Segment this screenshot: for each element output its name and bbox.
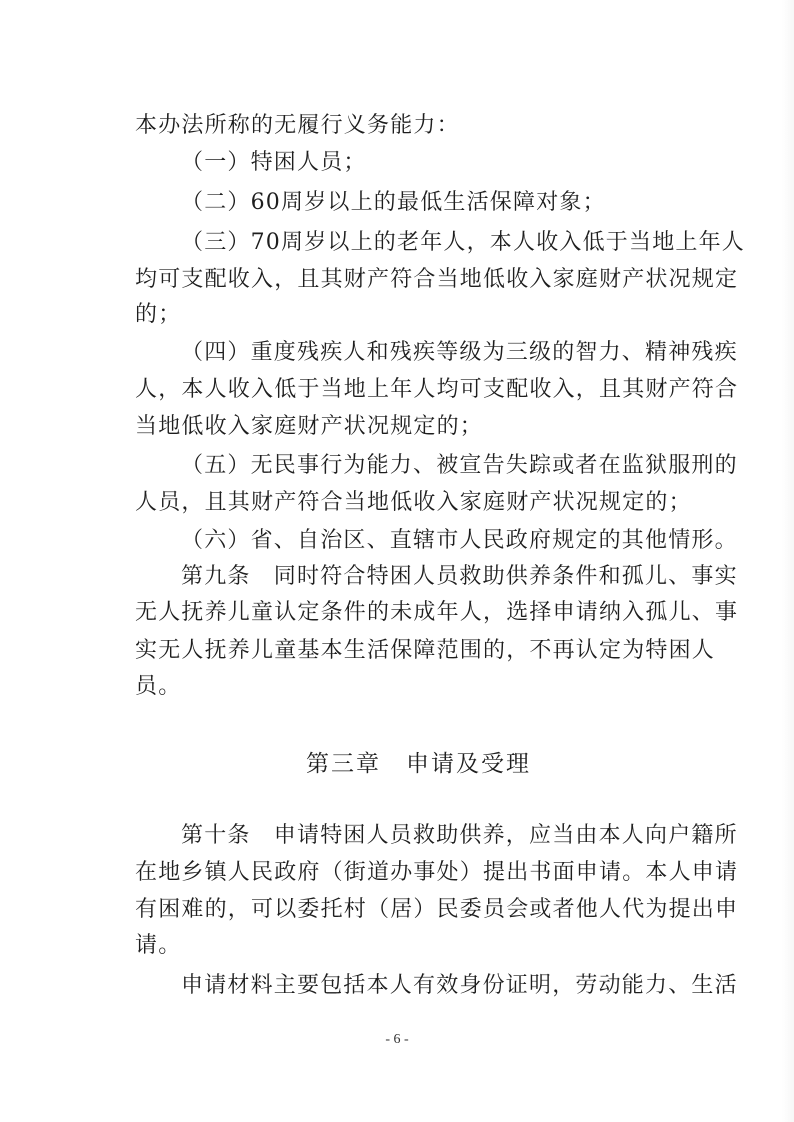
- article-10-heading-line: 第十条 申请特困人员救助供养，应当由本人向户籍所: [181, 823, 738, 848]
- article-9-heading-line: 第九条 同时符合特困人员救助供养条件和孤儿、事实: [181, 564, 738, 589]
- text-line: 当地低收入家庭财产状况规定的；: [135, 414, 484, 439]
- text-line: 员。: [135, 674, 182, 699]
- text-line: （四）重度残疾人和残疾等级为三级的智力、精神残疾: [181, 340, 738, 365]
- text-line: （五）无民事行为能力、被宣告失踪或者在监狱服刑的: [181, 453, 738, 478]
- scan-edge: [782, 0, 794, 1122]
- chapter-title: 第三章 申请及受理: [306, 751, 531, 777]
- text-line: （二）60周岁以上的最低生活保障对象；: [181, 190, 606, 215]
- text-line: 人，本人收入低于当地上年人均可支配收入，且其财产符合: [135, 377, 739, 402]
- text-line: （一）特困人员；: [181, 150, 367, 175]
- text-line: 均可支配收入，且其财产符合当地低收入家庭财产状况规定: [135, 267, 739, 292]
- text-line: 申请材料主要包括本人有效身份证明，劳动能力、生活: [181, 973, 738, 998]
- text-line: 实无人抚养儿童基本生活保障范围的，不再认定为特困人: [135, 638, 716, 663]
- text-line: 无人抚养儿童认定条件的未成年人，选择申请纳入孤儿、事: [135, 600, 739, 625]
- text-line: （三）70周岁以上的老年人，本人收入低于当地上年人: [181, 230, 745, 255]
- text-line: （六）省、自治区、直辖市人民政府规定的其他情形。: [181, 528, 738, 553]
- text-line: 有困难的，可以委托村（居）民委员会或者他人代为提出申: [135, 897, 739, 922]
- text-line: 本办法所称的无履行义务能力：: [135, 113, 460, 138]
- text-line: 请。: [135, 933, 182, 958]
- text-line: 人员，且其财产符合当地低收入家庭财产状况规定的；: [135, 490, 692, 515]
- text-line: 在地乡镇人民政府（街道办事处）提出书面申请。本人申请: [135, 860, 739, 885]
- text-line: 的；: [135, 302, 182, 327]
- page-number: - 6 -: [385, 1032, 409, 1047]
